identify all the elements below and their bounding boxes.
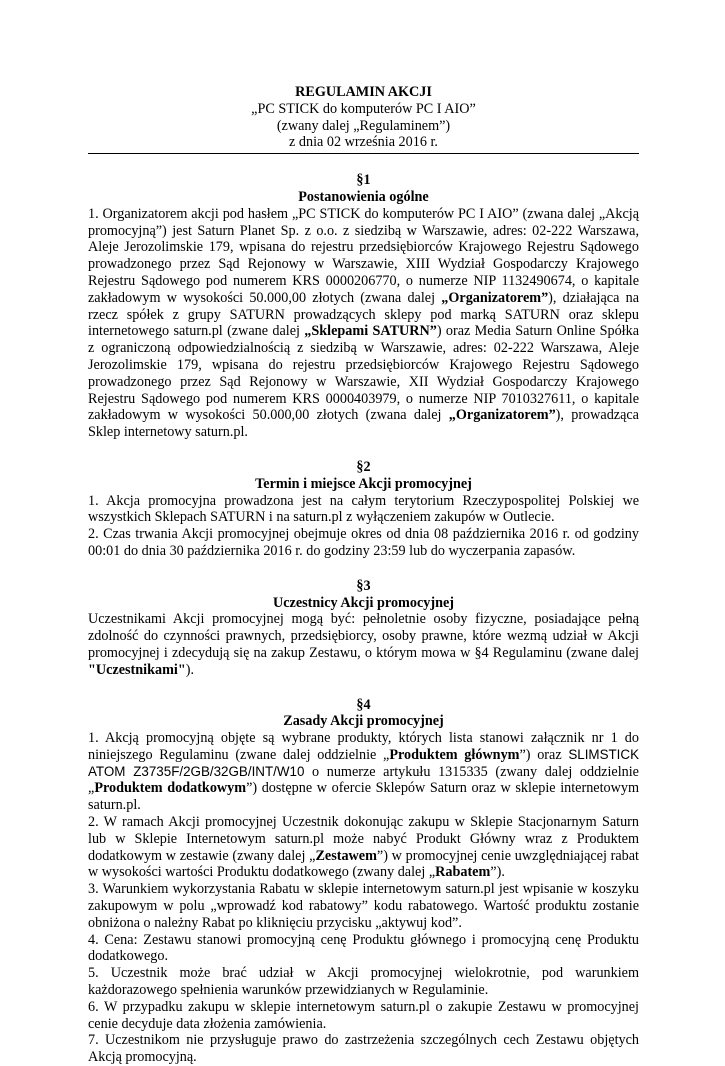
section-1-number: §1 [356,172,371,189]
section-4-title: Zasady Akcji promocyjnej [283,713,444,730]
section-1-paragraph-1: 1. Organizatorem akcji pod hasłem „PC STICK do komputerów PC I AIO” (zwana dalej „Akcją promocyjną”) jest Saturn Planet Sp. z o.o. z siedzibą w Warszawie, adres: 02-222 Warszawa, Aleje Jerozolimskie 179, wpisana do rejestru przedsiębiorców Krajowego Rejestru Sądowego prowadzonego przez Sąd Rejonowy w Warszawie, XIII Wydział Gospodarczy Krajowego Rejestru Sądowego pod numerem KRS 0000206770, o numerze NIP 1132490674, o kapitale zakładowym w wysokości 50.000,00 złotych (zwana dalej „Organizatorem”), działająca na rzecz spółek z grupy SATURN prowadzących sklepy pod marką SATURN oraz sklepu internetowego saturn.pl (zwane dalej „Sklepami SATURN”) oraz Media Saturn Online Spółka z ograniczoną odpowiedzialnością z siedzibą w Warszawie, adres: 02-222 Warszawa, Aleje Jerozolimskie 179, wpisana do rejestru przedsiębiorców Krajowego Rejestru Sądowego prowadzonego przez Sąd Rejonowy w Warszawie, XII Wydział Gospodarczy Krajowego Rejestru Sądowego pod numerem KRS 0000403979, o numerze NIP 7010327611, o kapitale zakładowym w wysokości 50.000,00 złotych (zwana dalej „Organizatorem”), prowadząca Sklep internetowy saturn.pl. [88,205,640,441]
section-4-number: §4 [356,696,371,713]
section-3-title: Uczestnicy Akcji promocyjnej [273,594,454,611]
document-header [88,84,639,151]
section-3-number: §3 [356,577,371,594]
section-2-paragraph-1: 1. Akcja promocyjna prowadzona jest na całym terytorium Rzeczypospolitej Polskiej we wszystkich Sklepach SATURN i na saturn.pl z wyłączeniem zakupów w Outlecie. [88,492,639,526]
document-title: REGULAMIN AKCJI [295,84,432,100]
section-4-paragraph-7: 7. Uczestnikom nie przysługuje prawo do zastrzeżenia szczególnych cech Zestawu objętych Akcją promocyjną. [88,1032,639,1066]
section-1-title: Postanowienia ogólne [298,188,429,205]
header-divider [88,153,639,154]
section-2-number: §2 [356,458,371,475]
section-2-paragraph-2: 2. Czas trwania Akcji promocyjnej obejmuje okres od dnia 08 października 2016 r. od godziny 00:01 do dnia 30 października 2016 r. do godziny 23:59 lub do wyczerpania zapasów. [88,526,639,559]
section-2-title: Termin i miejsce Akcji promocyjnej [255,475,472,492]
section-3-paragraph-1: Uczestnikami Akcji promocyjnej mogą być: pełnoletnie osoby fizyczne, posiadające pełną zdolność do czynności prawnych, przedsiębiorcy, osoby prawne, które wezmą udział w Akcji promocyjnej i zdecydują się na zakup Zestawu, o którym mowa w §4 Regulaminu (zwane dalej "Uczestnikami"). [88,611,639,678]
product-code: SLIMSTICK ATOM Z3735F/2GB/32GB/INT/W10 [88,746,639,779]
document-note: (zwany dalej „Regulaminem”) [276,117,451,134]
section-4-paragraph-1: 1. Akcją promocyjną objęte są wybrane produkty, których lista stanowi załącznik nr 1 do niniejszego Regulaminu (zwane dalej oddzielnie „Produktem głównym”) oraz SLIMSTICK ATOM Z3735F/2GB/32GB/INT/W10 o numerze artykułu 1315335 (zwany dalej oddzielnie „Produktem dodatkowym”) dostępne w ofercie Sklepów Saturn oraz w sklepie internetowym saturn.pl. [88,730,639,814]
section-4-paragraph-4: 4. Cena: Zestawu stanowi promocyjną cenę Produktu głównego i promocyjną cenę Produktu dodatkowego. [88,931,639,965]
section-4-paragraph-6: 6. W przypadku zakupu w sklepie internetowym saturn.pl o zakupie Zestawu w promocyjnej cenie decyduje data złożenia zamówienia. [88,998,639,1032]
section-4-paragraph-2: 2. W ramach Akcji promocyjnej Uczestnik dokonując zakupu w Sklepie Stacjonarnym Saturn lub w Sklepie Internetowym saturn.pl może nabyć Produkt Główny wraz z Produktem dodatkowym w zestawie (zwany dalej „Zestawem”) w promocyjnej cenie uwzględniającej rabat w wysokości wartości Produktu dodatkowego (zwany dalej „Rabatem”). [88,814,639,881]
document-date: z dnia 02 września 2016 r. [289,134,438,151]
section-4-paragraph-3: 3. Warunkiem wykorzystania Rabatu w sklepie internetowym saturn.pl jest wpisanie w koszyku zakupowym w polu „wprowadź kod rabatowy” kodu rabatowego. Wartość produktu zostanie obniżona o należny Rabat po kliknięciu przycisku „aktywuj kod”. [88,881,639,931]
section-4-paragraph-5: 5. Uczestnik może brać udział w Akcji promocyjnej wielokrotnie, pod warunkiem każdorazowego spełnienia warunków przewidzianych w Regulaminie. [88,965,639,999]
document-subtitle: „PC STICK do komputerów PC I AIO” [251,100,476,117]
